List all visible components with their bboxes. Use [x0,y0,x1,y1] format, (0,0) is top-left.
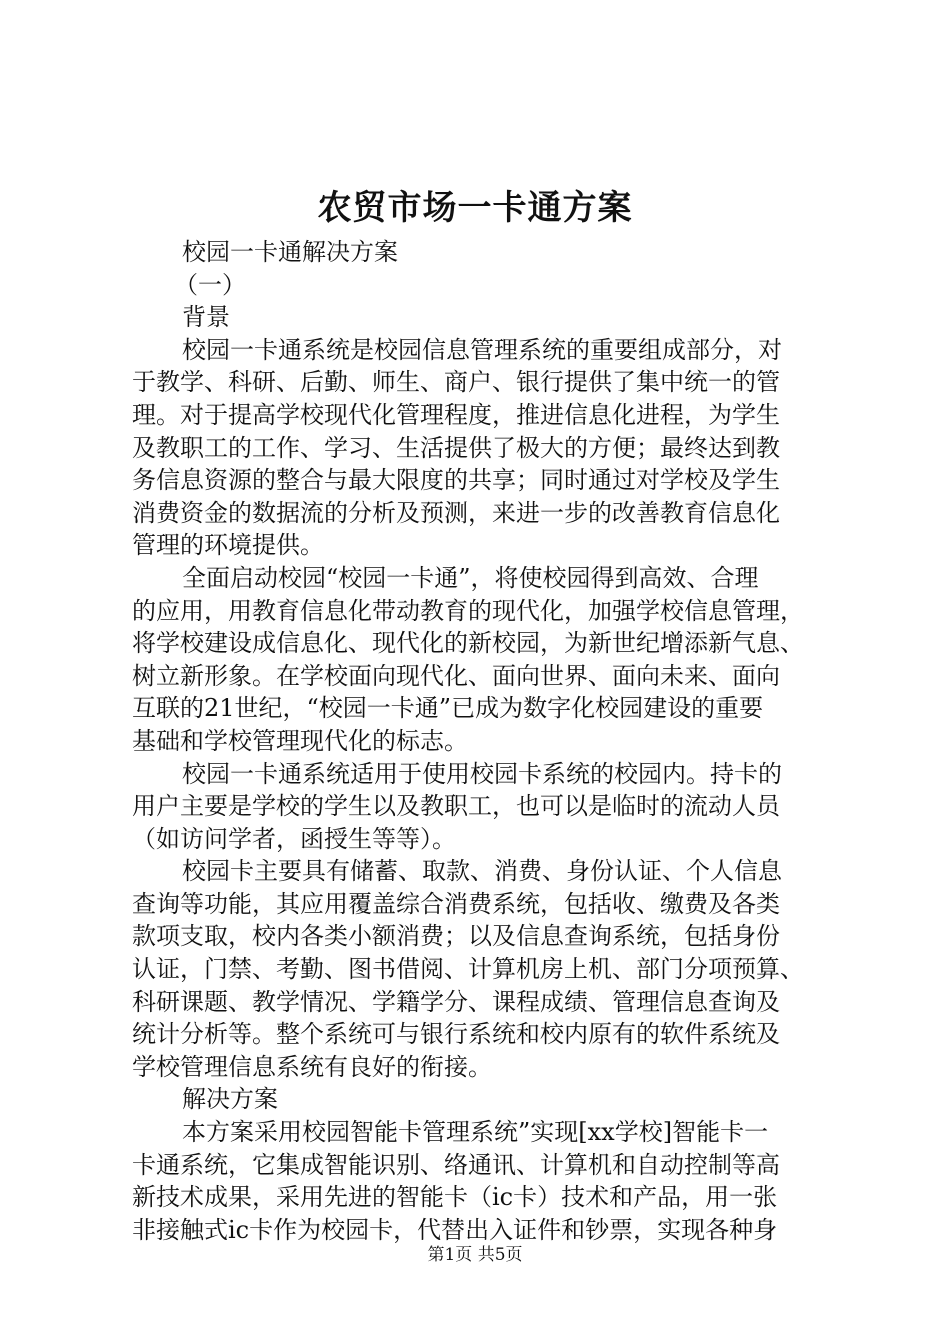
paragraph-line: 认证，门禁、考勤、图书借阅、计算机房上机、部门分项预算、 [132,955,804,984]
subtitle-line: 校园一卡通解决方案 [182,238,398,266]
paragraph-line: 校园一卡通系统适用于使用校园卡系统的校园内。持卡的 [182,759,782,788]
paragraph-line: 用户主要是学校的学生以及教职工，也可以是临时的流动人员 [132,792,780,821]
paragraph-line: 款项支取，校内各类小额消费；以及信息查询系统，包括身份 [132,922,780,951]
paragraph-line: 的应用，用教育信息化带动教育的现代化，加强学校信息管理， [132,596,804,625]
paragraph-line: 于教学、科研、后勤、师生、商户、银行提供了集中统一的管 [132,368,780,397]
paragraph-line: 树立新形象。在学校面向现代化、面向世界、面向未来、面向 [132,661,780,690]
paragraph-line: 非接触式ic卡作为校园卡，代替出入证件和钞票，实现各种身 [132,1215,778,1244]
paragraph-line: （如访问学者，函授生等等）。 [132,824,456,853]
section-heading-solution: 解决方案 [182,1085,278,1114]
paragraph-line: 将学校建设成信息化、现代化的新校园，为新世纪增添新气息、 [132,629,804,658]
paragraph-line: 统计分析等。整个系统可与银行系统和校内原有的软件系统及 [132,1020,780,1049]
section-number: （一） [174,270,246,299]
section-heading-background: 背景 [182,303,230,332]
paragraph-line: 务信息资源的整合与最大限度的共享；同时通过对学校及学生 [132,466,780,495]
paragraph-line: 新技术成果，采用先进的智能卡（ic卡）技术和产品，用一张 [132,1183,778,1212]
document-body [132,236,832,1246]
paragraph-line: 理。对于提高学校现代化管理程度，推进信息化进程，为学生 [132,400,780,429]
paragraph-line: 本方案采用校园智能卡管理系统”实现[xx学校]智能卡一 [182,1118,769,1147]
paragraph-line: 全面启动校园“校园一卡通”，将使校园得到高效、合理 [182,563,759,592]
paragraph-line: 卡通系统，它集成智能识别、络通讯、计算机和自动控制等高 [132,1150,780,1179]
paragraph-line: 校园一卡通系统是校园信息管理系统的重要组成部分，对 [182,335,782,364]
paragraph-line: 消费资金的数据流的分析及预测，来进一步的改善教育信息化 [132,498,780,527]
paragraph-line: 互联的21世纪，“校园一卡通”已成为数字化校园建设的重要 [132,694,764,723]
paragraph-line: 管理的环境提供。 [132,531,324,560]
page-number-footer: 第1页 共5页 [427,1245,523,1265]
paragraph-line: 及教职工的工作、学习、生活提供了极大的方便；最终达到教 [132,433,780,462]
paragraph-line: 学校管理信息系统有良好的衔接。 [132,1052,492,1081]
paragraph-line: 科研课题、教学情况、学籍学分、课程成绩、管理信息查询及 [132,987,780,1016]
document-title: 农贸市场一卡通方案 [317,188,633,228]
paragraph-line: 校园卡主要具有储蓄、取款、消费、身份认证、个人信息 [182,857,782,886]
paragraph-line: 查询等功能，其应用覆盖综合消费系统，包括收、缴费及各类 [132,889,780,918]
paragraph-line: 基础和学校管理现代化的标志。 [132,726,468,755]
